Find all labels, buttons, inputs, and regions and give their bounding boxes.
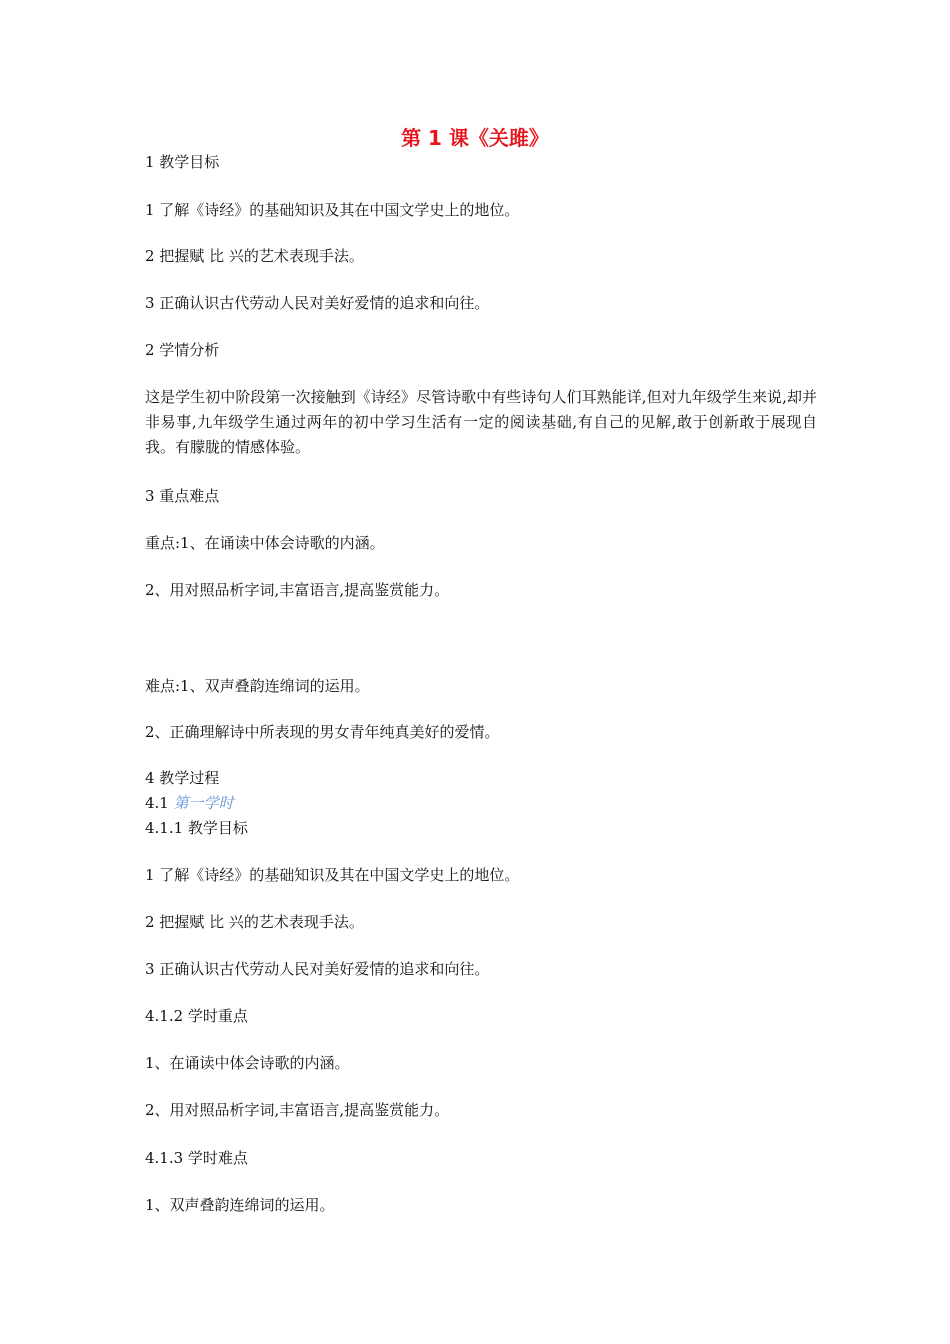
page-title: 第 1 课《关雎》: [401, 126, 549, 150]
period-goal-item: 3 正确认识古代劳动人民对美好爱情的追求和向往。: [145, 960, 490, 978]
section-heading-teaching-process: 4 教学过程: [145, 769, 220, 787]
key-point-item: 重点:1、在诵读中体会诗歌的内涵。: [145, 534, 385, 552]
sub-section-first-period: [145, 793, 234, 813]
period-key-item: 1、在诵读中体会诗歌的内涵。: [145, 1054, 350, 1072]
section-heading-teaching-goals: 1 教学目标: [145, 153, 220, 171]
section-heading-student-analysis: 2 学情分析: [145, 341, 220, 359]
goal-item: 2 把握赋 比 兴的艺术表现手法。: [145, 247, 364, 265]
sub-section-number: 4.1: [145, 794, 169, 812]
period-goal-item: 1 了解《诗经》的基础知识及其在中国文学史上的地位。: [145, 866, 520, 884]
first-period-link[interactable]: 第一学时: [173, 794, 234, 812]
key-point-item: 2、用对照品析字词,丰富语言,提高鉴赏能力。: [145, 581, 450, 599]
sub-heading-key-points: 4.1.2 学时重点: [145, 1007, 248, 1025]
goal-item: 1 了解《诗经》的基础知识及其在中国文学史上的地位。: [145, 201, 520, 219]
difficult-point-item: 2、正确理解诗中所表现的男女青年纯真美好的爱情。: [145, 723, 500, 741]
section-heading-key-difficult: 3 重点难点: [145, 487, 220, 505]
sub-heading-goals: 4.1.1 教学目标: [145, 819, 248, 837]
period-goal-item: 2 把握赋 比 兴的艺术表现手法。: [145, 913, 364, 931]
difficult-point-item: 难点:1、双声叠韵连绵词的运用。: [145, 677, 370, 695]
period-key-item: 2、用对照品析字词,丰富语言,提高鉴赏能力。: [145, 1101, 450, 1119]
student-analysis-paragraph: 这是学生初中阶段第一次接触到《诗经》尽管诗歌中有些诗句人们耳熟能详,但对九年级学生来说,却并非易事,九年级学生通过两年的初中学习生活有一定的阅读基础,有自己的见解,敢于创新敢于展现自我。有朦胧的情感体验。: [145, 388, 817, 456]
sub-heading-difficult-points: 4.1.3 学时难点: [145, 1149, 248, 1167]
goal-item: 3 正确认识古代劳动人民对美好爱情的追求和向往。: [145, 294, 490, 312]
period-difficult-item: 1、双声叠韵连绵词的运用。: [145, 1196, 335, 1214]
